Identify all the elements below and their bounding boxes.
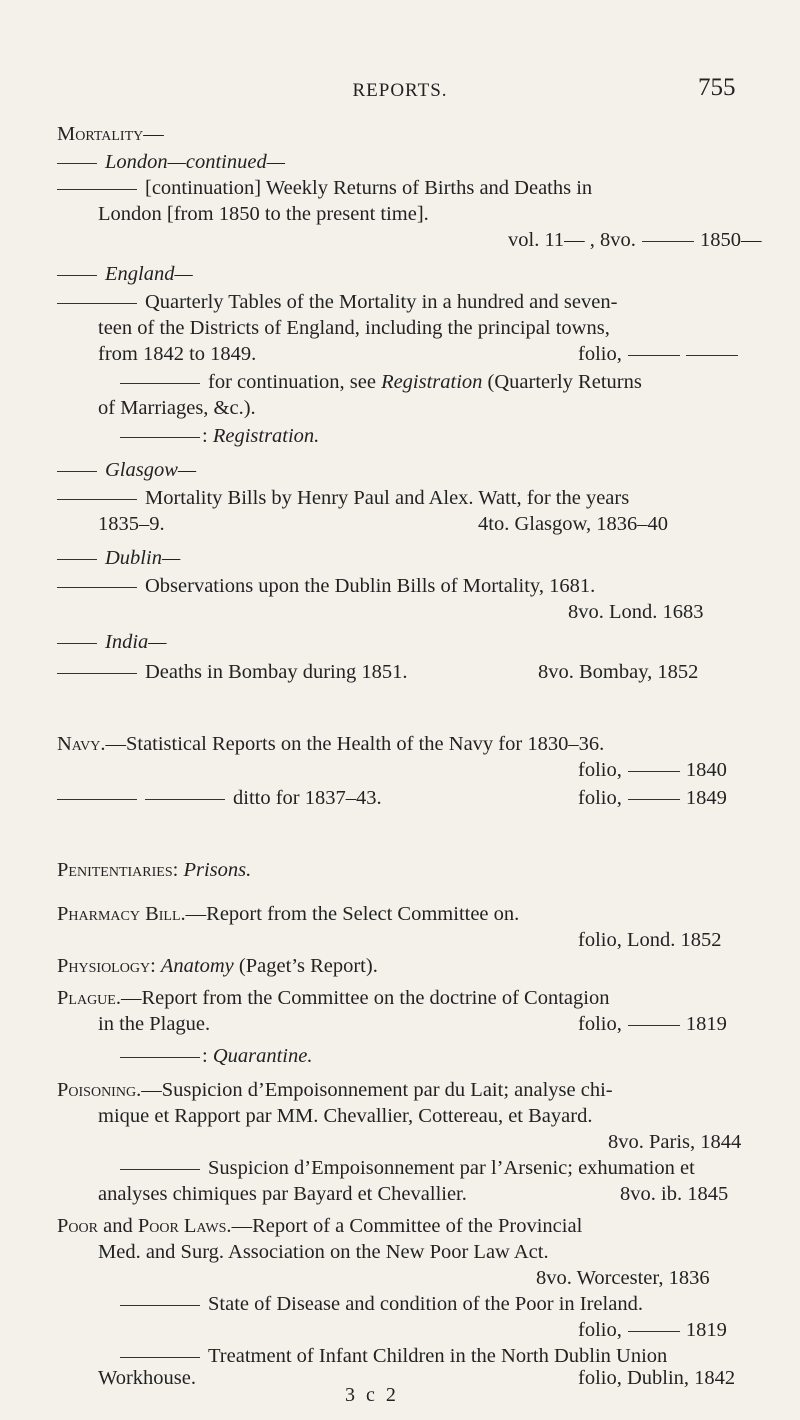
dash [628, 355, 680, 356]
dash [120, 437, 200, 438]
mortality-heading: Mortality— [57, 123, 164, 145]
england-entry-line1: Quarterly Tables of the Mortality in a hundred and seven- [57, 290, 617, 314]
poor-entry-line5: folio, 1819 [578, 1319, 727, 1341]
dash [120, 1057, 200, 1058]
dash [57, 163, 97, 164]
dash [628, 1331, 680, 1332]
dash [57, 471, 97, 472]
dash [57, 643, 97, 644]
pharmacy-entry-line1: Pharmacy Bill.—Report from the Select Committee on. [57, 903, 520, 925]
poor-entry-line7b: folio, Dublin, 1842 [578, 1367, 736, 1389]
dublin-entry-line2: 8vo. Lond. 1683 [568, 601, 704, 623]
dash [57, 799, 137, 800]
signature-mark: 3 c 2 [345, 1384, 399, 1406]
england-subheading: England— [57, 262, 193, 286]
england-entry-line3b: folio, [578, 342, 744, 366]
india-entry-line1b: 8vo. Bombay, 1852 [538, 661, 699, 683]
london-entry-line3: vol. 11— , 8vo. 1850— [508, 229, 762, 251]
dash [145, 799, 225, 800]
plague-entry-line2b: folio, 1819 [578, 1013, 727, 1035]
dash [642, 241, 694, 242]
penitentiaries-entry: Penitentiaries: Prisons. [57, 859, 252, 881]
dash [120, 1305, 200, 1306]
plague-entry-line2a: in the Plague. [98, 1013, 211, 1035]
dash [57, 673, 137, 674]
poor-entry-line4: State of Disease and condition of the Poor in Ireland. [120, 1292, 643, 1316]
poisoning-entry-line2: mique et Rapport par MM. Chevallier, Cottereau, et Bayard. [98, 1105, 593, 1127]
dash [628, 1025, 680, 1026]
dash [628, 799, 680, 800]
dash [57, 499, 137, 500]
dash [628, 771, 680, 772]
poor-entry-line2: Med. and Surg. Association on the New Poor Law Act. [98, 1241, 549, 1263]
poisoning-entry-line1: Poisoning.—Suspicion d’Empoisonnement par du Lait; analyse chi- [57, 1079, 613, 1101]
dash [57, 189, 137, 190]
dash [120, 383, 200, 384]
dash [120, 1169, 200, 1170]
london-subheading: London—continued— [57, 150, 285, 174]
dash [57, 559, 97, 560]
poor-entry-line1: Poor and Poor Laws.—Report of a Committee of the Provincial [57, 1215, 583, 1237]
glasgow-entry-line2b: 4to. Glasgow, 1836–40 [478, 513, 668, 535]
england-entry-line3a: from 1842 to 1849. [98, 343, 257, 365]
poisoning-entry-line4: Suspicion d’Empoisonnement par l’Arsenic; exhumation et [120, 1156, 695, 1180]
plague-quarantine-ref: : Quarantine. [120, 1044, 312, 1068]
poisoning-entry-line5a: analyses chimiques par Bayard et Chevallier. [98, 1183, 467, 1205]
plague-entry-line1: Plague.—Report from the Committee on the doctrine of Contagion [57, 987, 610, 1009]
dash [57, 303, 137, 304]
india-entry-line1a: Deaths in Bombay during 1851. [57, 660, 408, 684]
pharmacy-entry-line2: folio, Lond. 1852 [578, 929, 722, 951]
navy-entry-line3b: folio, 1849 [578, 787, 727, 809]
dash [57, 587, 137, 588]
physiology-entry: Physiology: Anatomy (Paget’s Report). [57, 955, 378, 977]
navy-entry-line3a: ditto for 1837–43. [57, 786, 382, 810]
dash [57, 275, 97, 276]
navy-entry-line1: Navy.—Statistical Reports on the Health of the Navy for 1830–36. [57, 733, 605, 755]
london-entry-line1: [continuation] Weekly Returns of Births and Deaths in [57, 176, 592, 200]
poor-entry-line6: Treatment of Infant Children in the North Dublin Union [120, 1344, 667, 1368]
poor-entry-line3: 8vo. Worcester, 1836 [536, 1267, 710, 1289]
india-subheading: India— [57, 630, 167, 654]
dublin-entry-line1: Observations upon the Dublin Bills of Mortality, 1681. [57, 574, 595, 598]
poisoning-entry-line3: 8vo. Paris, 1844 [608, 1131, 742, 1153]
navy-entry-line2: folio, 1840 [578, 759, 727, 781]
england-entry-line2: teen of the Districts of England, including the principal towns, [98, 317, 610, 339]
london-entry-line2: London [from 1850 to the present time]. [98, 203, 429, 225]
dash [686, 355, 738, 356]
page-number: 755 [698, 74, 736, 101]
running-header: REPORTS. [352, 80, 448, 101]
england-registration-ref: : Registration. [120, 424, 319, 448]
dash [120, 1357, 200, 1358]
glasgow-entry-line2a: 1835–9. [98, 513, 165, 535]
poor-entry-line7a: Workhouse. [98, 1367, 196, 1389]
dublin-subheading: Dublin— [57, 546, 180, 570]
glasgow-subheading: Glasgow— [57, 458, 196, 482]
poisoning-entry-line5b: 8vo. ib. 1845 [620, 1183, 729, 1205]
glasgow-entry-line1: Mortality Bills by Henry Paul and Alex. Watt, for the years [57, 486, 629, 510]
england-continuation-line2: of Marriages, &c.). [98, 397, 256, 419]
england-continuation-line1: for continuation, see Registration (Quarterly Returns [120, 370, 642, 394]
